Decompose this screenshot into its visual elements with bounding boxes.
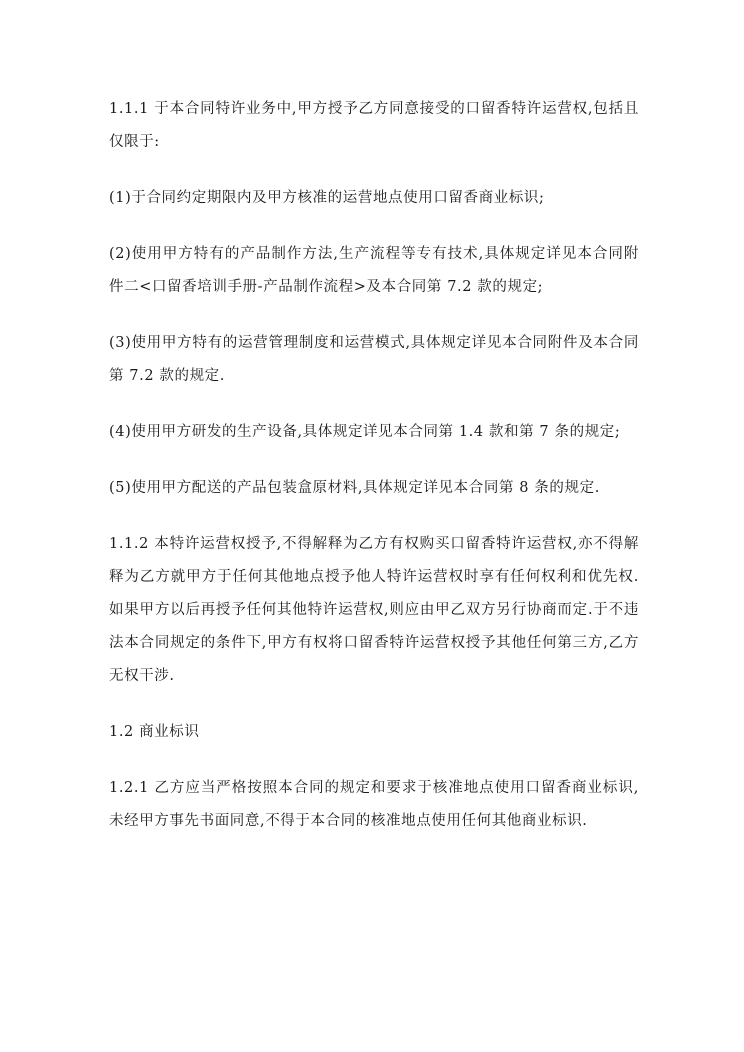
clause-1-2-1: 1.2.1 乙方应当严格按照本合同的规定和要求于核准地点使用口留香商业标识,未经甲方事先书面同意,不得于本合同的核准地点使用任何其他商业标识.	[109, 780, 639, 829]
clause-1-1-2: 1.1.2 本特许运营权授予,不得解释为乙方有权购买口留香特许运营权,亦不得解释为乙方就甲方于任何其他地点授予他人特许运营权时享有任何权利和优先权.如果甲方以后再授予任何其他特许运营权,则应由甲乙双方另行协商而定.于不违法本合同规定的条件下,甲方有权将口留香特许运营权授予其他任何第三方,乙方无权干涉.	[109, 536, 639, 684]
item-5: (5)使用甲方配送的产品包装盒原材料,具体规定详见本合同第 8 条的规定.	[109, 480, 600, 496]
section-heading-1-2: 1.2 商业标识	[109, 724, 200, 740]
document-body	[109, 93, 639, 861]
item-2: (2)使用甲方特有的产品制作方法,生产流程等专有技术,具体规定详见本合同附件二<口留香培训手册-产品制作流程>及本合同第 7.2 款的规定;	[109, 246, 639, 295]
item-1: (1)于合同约定期限内及甲方核准的运营地点使用口留香商业标识;	[109, 190, 545, 206]
item-3: (3)使用甲方特有的运营管理制度和运营模式,具体规定详见本合同附件及本合同第 7.2 款的规定.	[109, 335, 639, 384]
clause-1-1-1: 1.1.1 于本合同特许业务中,甲方授予乙方同意接受的口留香特许运营权,包括且仅限于:	[109, 101, 639, 150]
item-4: (4)使用甲方研发的生产设备,具体规定详见本合同第 1.4 款和第 7 条的规定;	[109, 424, 621, 440]
